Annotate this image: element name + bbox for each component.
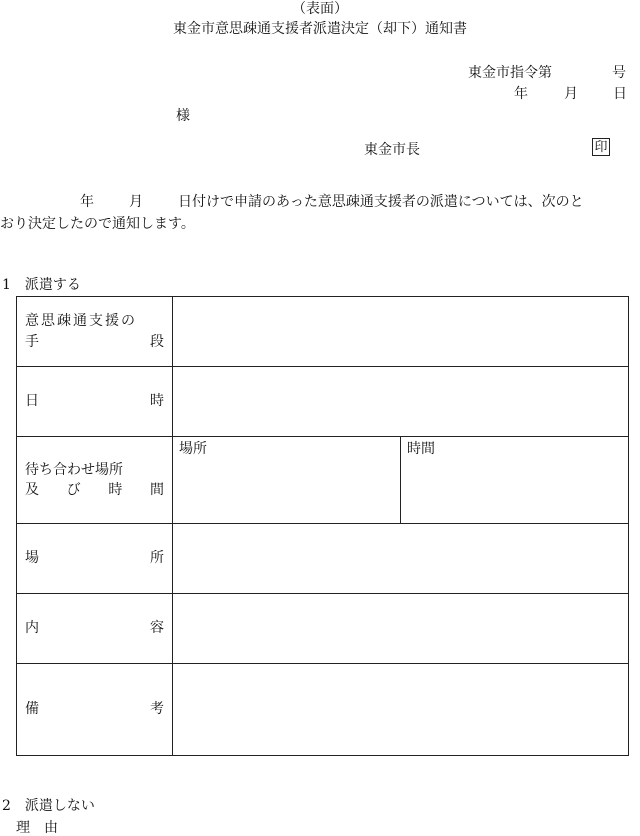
label-remarks-char-a: 備 [25, 701, 39, 718]
label-means-line1: 意思疎通支援の [25, 313, 137, 330]
label-meeting-char-d: 間 [149, 482, 164, 498]
label-meeting-line2 [25, 480, 164, 500]
label-remarks-char-b: 考 [150, 701, 164, 718]
reason-label: 理 由 [16, 820, 58, 836]
row-remarks [17, 664, 629, 756]
value-content[interactable] [173, 594, 629, 664]
value-datetime[interactable] [173, 367, 629, 437]
section1-heading: 1 派遣する [2, 277, 81, 293]
meeting-place-header: 場所 [179, 441, 207, 457]
date-year: 年 [514, 86, 528, 102]
addressee-honorific: 様 [176, 108, 190, 124]
label-content-char-b: 容 [150, 620, 164, 637]
row-place [17, 524, 629, 594]
label-datetime [17, 367, 173, 437]
label-place [17, 524, 173, 594]
dispatch-table [16, 296, 629, 756]
label-datetime-char-b: 時 [150, 393, 164, 410]
value-meeting-time[interactable] [401, 437, 629, 524]
label-meeting [17, 437, 173, 524]
value-means[interactable] [173, 297, 629, 367]
value-meeting-place[interactable] [173, 437, 401, 524]
reference-number-suffix: 号 [612, 65, 626, 81]
label-place-char-b: 所 [150, 550, 164, 567]
body-text-line1: 日付けで申請のあった意思疎通支援者の派遣については、次のと [178, 194, 584, 210]
label-meeting-char-a: 及 [25, 482, 39, 498]
label-remarks [17, 664, 173, 756]
row-meeting [17, 437, 629, 524]
reference-number-prefix: 東金市指令第 [468, 65, 552, 81]
row-datetime [17, 367, 629, 437]
seal-mark: 印 [592, 138, 610, 156]
label-means-line2 [25, 332, 164, 352]
side-note: （表面） [292, 1, 348, 17]
document-title: 東金市意思疎通支援者派遣決定（却下）通知書 [173, 21, 467, 37]
value-remarks[interactable] [173, 664, 629, 756]
meeting-time-header: 時間 [407, 441, 435, 457]
label-meeting-char-c: 時 [108, 482, 123, 498]
label-place-char-a: 場 [25, 550, 39, 567]
value-place[interactable] [173, 524, 629, 594]
label-datetime-char-a: 日 [25, 393, 39, 410]
label-content [17, 594, 173, 664]
row-content [17, 594, 629, 664]
label-means [17, 297, 173, 367]
label-means-char-b: 段 [150, 333, 164, 350]
label-meeting-line1: 待ち合わせ場所 [25, 461, 123, 478]
row-means [17, 297, 629, 367]
body-month: 月 [129, 194, 143, 210]
label-means-char-a: 手 [25, 333, 39, 350]
body-year: 年 [80, 194, 94, 210]
label-meeting-char-b: び [66, 482, 81, 498]
date-month: 月 [564, 86, 578, 102]
date-day: 日 [613, 86, 627, 102]
body-text-line2: おり決定したので通知します。 [0, 216, 195, 232]
label-content-char-a: 内 [25, 620, 39, 637]
section2-heading: 2 派遣しない [2, 798, 95, 814]
issuer-name: 東金市長 [364, 142, 420, 158]
